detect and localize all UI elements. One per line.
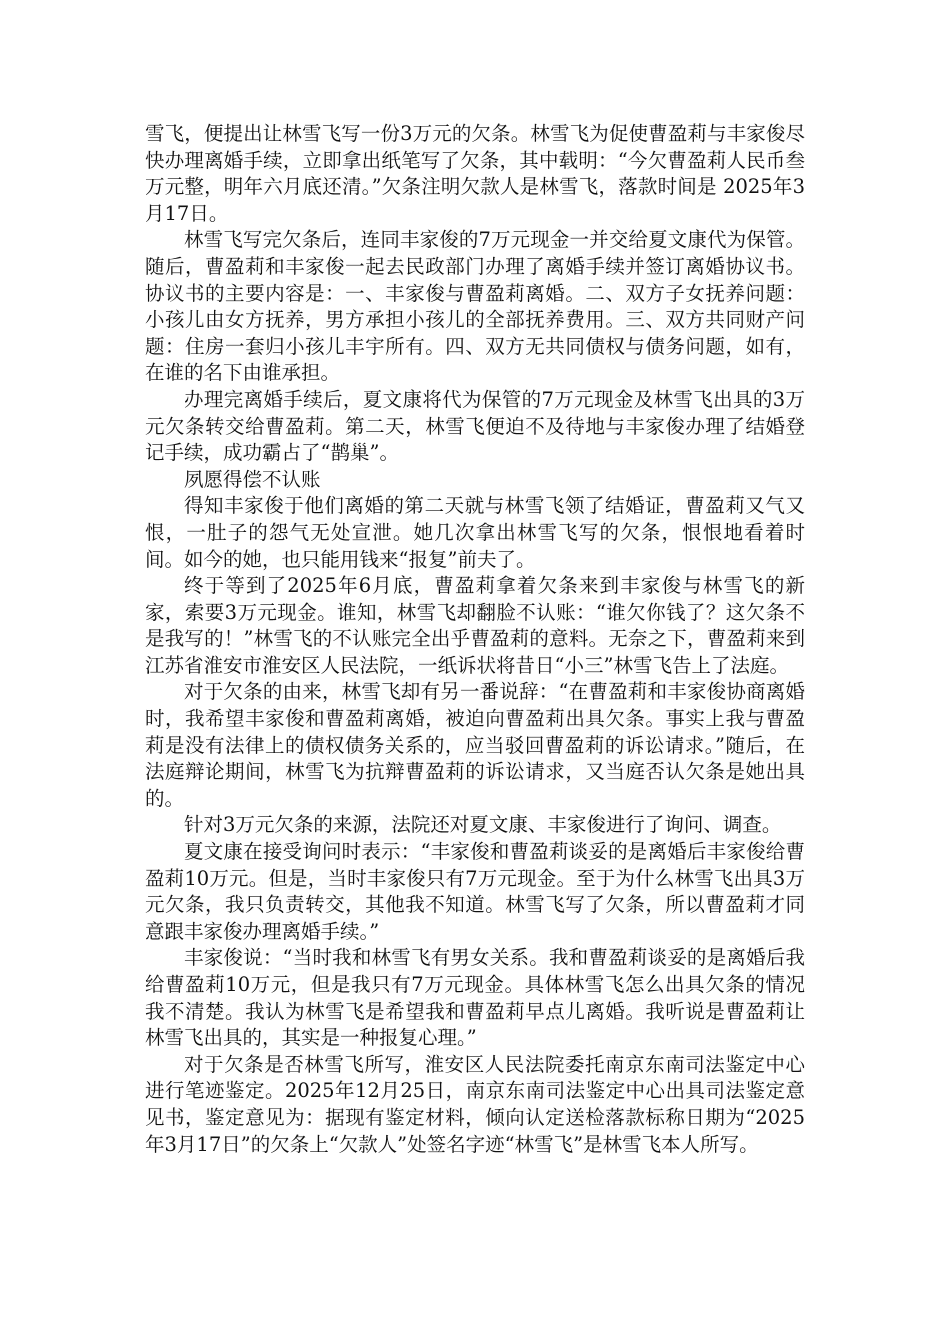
paragraph-9: 夏文康在接受询问时表示：“丰家俊和曹盈莉谈妥的是离婚后丰家俊给曹盈莉10万元。但是，当时丰家俊只有7万元现金。至于为什么林雪飞出具3万元欠条，我只负责转交，其他我不知道。林雪飞写了欠条，所以曹盈莉才同意跟丰家俊办理离婚手续。” — [145, 840, 805, 943]
paragraph-3: 办理完离婚手续后，夏文康将代为保管的7万元现金及林雪飞出具的3万元欠条转交给曹盈莉。第二天，林雪飞便迫不及待地与丰家俊办理了结婚登记手续，成功霸占了“鹊巢”。 — [145, 387, 805, 465]
paragraph-6: 终于等到了2025年6月底，曹盈莉拿着欠条来到丰家俊与林雪飞的新家，索要3万元现金。谁知，林雪飞却翻脸不认账：“谁欠你钱了？这欠条不是我写的！”林雪飞的不认账完全出乎曹盈莉的意料。无奈之下，曹盈莉来到江苏省淮安市淮安区人民法院，一纸诉状将昔日“小三”林雪飞告上了法庭。 — [145, 574, 805, 677]
paragraph-7: 对于欠条的由来，林雪飞却有另一番说辞：“在曹盈莉和丰家俊协商离婚时，我希望丰家俊和曹盈莉离婚，被迫向曹盈莉出具欠条。事实上我与曹盈莉是没有法律上的债权债务关系的，应当驳回曹盈莉的诉讼请求。”随后，在法庭辩论期间，林雪飞为抗辩曹盈莉的诉讼请求，又当庭否认欠条是她出具的。 — [145, 680, 805, 810]
paragraph-1: 雪飞，便提出让林雪飞写一份3万元的欠条。林雪飞为促使曹盈莉与丰家俊尽快办理离婚手续，立即拿出纸笔写了欠条，其中载明：“今欠曹盈莉人民币叁万元整，明年六月底还清。”欠条注明欠款人是林雪飞，落款时间是 2025年3月17日。 — [145, 122, 805, 225]
paragraph-5: 得知丰家俊于他们离婚的第二天就与林雪飞领了结婚证，曹盈莉又气又恨，一肚子的怨气无处宣泄。她几次拿出林雪飞写的欠条，恨恨地看着时间。如今的她，也只能用钱来“报复”前夫了。 — [145, 494, 805, 571]
paragraph-11: 对于欠条是否林雪飞所写，淮安区人民法院委托南京东南司法鉴定中心进行笔迹鉴定。2025年12月25日，南京东南司法鉴定中心出具司法鉴定意见书，鉴定意见为：据现有鉴定材料，倾向认定送检落款标称日期为“2025年3月17日”的欠条上“欠款人”处签名字迹“林雪飞”是林雪飞本人所写。 — [145, 1052, 805, 1156]
paragraph-8: 针对3万元欠条的来源，法院还对夏文康、丰家俊进行了询问、调查。 — [184, 813, 782, 837]
article-body — [145, 121, 805, 1158]
paragraph-10: 丰家俊说：“当时我和林雪飞有男女关系。我和曹盈莉谈妥的是离婚后我给曹盈莉10万元，但是我只有7万元现金。具体林雪飞怎么出具欠条的情况我不清楚。我认为林雪飞是希望我和曹盈莉早点儿离婚。我听说是曹盈莉让林雪飞出具的，其实是一种报复心理。” — [145, 946, 805, 1050]
section-heading: 夙愿得偿不认账 — [184, 467, 321, 491]
paragraph-2: 林雪飞写完欠条后，连同丰家俊的7万元现金一并交给夏文康代为保管。随后，曹盈莉和丰家俊一起去民政部门办理了离婚手续并签订离婚协议书。协议书的主要内容是：一、丰家俊与曹盈莉离婚。二、双方子女抚养问题：小孩儿由女方抚养，男方承担小孩儿的全部抚养费用。三、双方共同财产问题：住房一套归小孩儿丰宇所有。四、双方无共同债权与债务问题，如有，在谁的名下由谁承担。 — [145, 228, 805, 385]
